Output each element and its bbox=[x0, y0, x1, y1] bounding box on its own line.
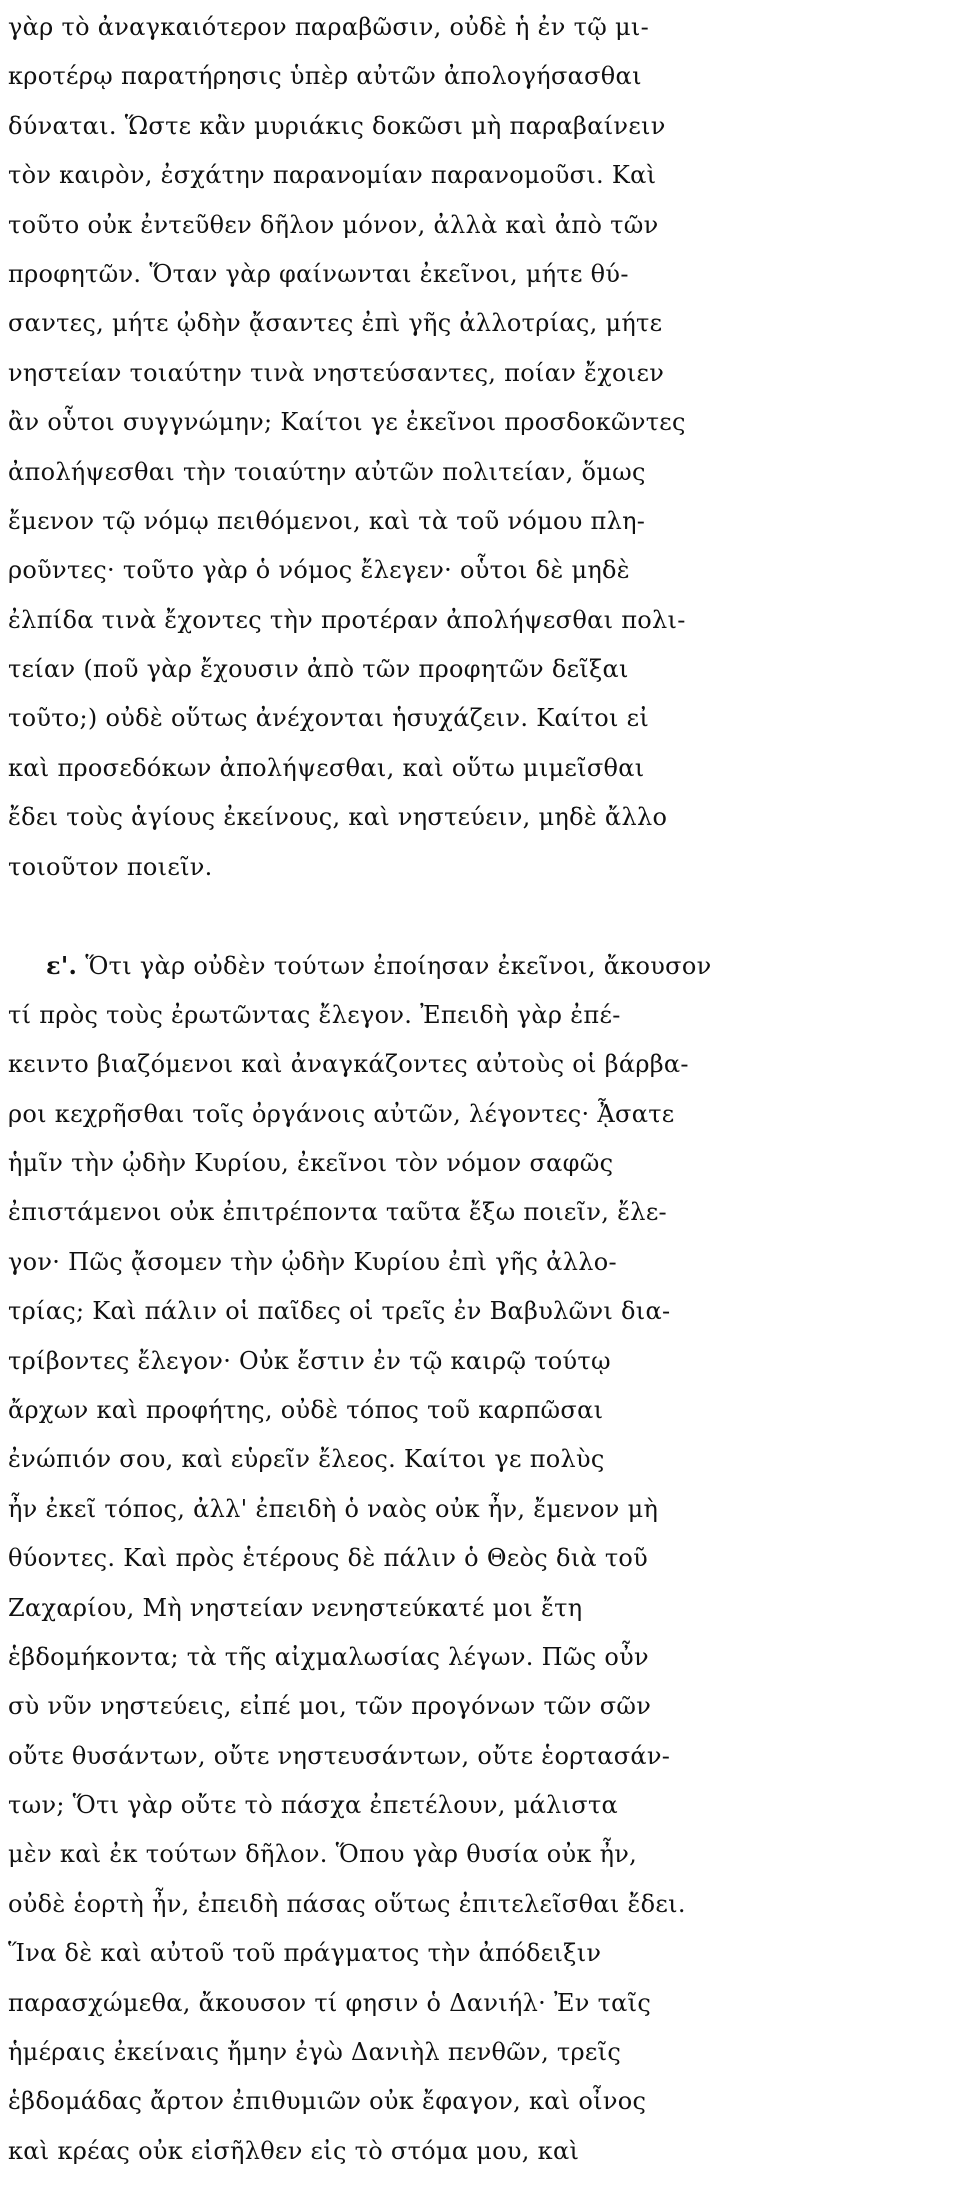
paragraph-1 bbox=[0, 3, 960, 892]
text-line: μὲν καὶ ἐκ τούτων δῆλον. Ὅπου γὰρ θυσία οὐκ ἦν, bbox=[8, 1840, 638, 1869]
text-line: καὶ κρέας οὐκ εἰσῆλθεν εἰς τὸ στόμα μου, καὶ bbox=[8, 2136, 580, 2165]
paragraph-gap bbox=[0, 892, 960, 941]
paragraph-2 bbox=[0, 941, 960, 2176]
text-line: τοῦτο οὐκ ἐντεῦθεν δῆλον μόνον, ἀλλὰ καὶ ἀπὸ τῶν bbox=[8, 210, 659, 239]
text-line: νηστείαν τοιαύτην τινὰ νηστεύσαντες, ποίαν ἔχοιεν bbox=[8, 358, 665, 387]
text-line: ἡμέραις ἐκείναις ἤμην ἐγὼ Δανιὴλ πενθῶν, τρεῖς bbox=[8, 2038, 622, 2067]
text-line: ἔμενον τῷ νόμῳ πειθόμενοι, καὶ τὰ τοῦ νόμου πλη- bbox=[8, 506, 646, 535]
text-line: Ζαχαρίου, Μὴ νηστείαν νενηστεύκατέ μοι ἔτη bbox=[8, 1593, 583, 1622]
text-line: τοιοῦτον ποιεῖν. bbox=[8, 852, 213, 881]
text-line: ἂν οὗτοι συγγνώμην; Καίτοι γε ἐκεῖνοι προσδοκῶντες bbox=[8, 408, 686, 437]
text-line: ἡμῖν τὴν ᾠδὴν Κυρίου, ἐκεῖνοι τὸν νόμον σαφῶς bbox=[8, 1148, 614, 1177]
text-line: τρίβοντες ἔλεγον· Οὐκ ἔστιν ἐν τῷ καιρῷ τούτῳ bbox=[8, 1346, 611, 1375]
text-line: ἄρχων καὶ προφήτης, οὐδὲ τόπος τοῦ καρπῶσαι bbox=[8, 1395, 604, 1424]
text-line: σαντες, μήτε ᾠδὴν ᾄσαντες ἐπὶ γῆς ἀλλοτρίας, μήτε bbox=[8, 309, 663, 338]
text-line: σὺ νῦν νηστεύεις, εἰπέ μοι, τῶν προγόνων τῶν σῶν bbox=[8, 1692, 652, 1721]
text-line: ἐλπίδα τινὰ ἔχοντες τὴν προτέραν ἀπολήψεσθαι πολι- bbox=[8, 605, 686, 634]
section-first-line-text: Ὅτι γὰρ οὐδὲν τούτων ἐποίησαν ἐκεῖνοι, ἄκουσον bbox=[85, 952, 712, 981]
text-line: Ἵνα δὲ καὶ αὐτοῦ τοῦ πράγματος τὴν ἀπόδειξιν bbox=[8, 1939, 602, 1968]
text-line: ἑβδομάδας ἄρτον ἐπιθυμιῶν οὐκ ἔφαγον, καὶ οἶνος bbox=[8, 2087, 647, 2116]
text-line: καὶ προσεδόκων ἀπολήψεσθαι, καὶ οὕτω μιμεῖσθαι bbox=[8, 753, 645, 782]
text-line: γὰρ τὸ ἀναγκαιότερον παραβῶσιν, οὐδὲ ἡ ἐν τῷ μι- bbox=[8, 13, 650, 41]
text-line: ἀπολήψεσθαι τὴν τοιαύτην αὐτῶν πολιτείαν, ὅμως bbox=[8, 457, 646, 486]
section-number: ε'. bbox=[46, 951, 78, 981]
text-line: ροῦντες· τοῦτο γὰρ ὁ νόμος ἔλεγεν· οὗτοι δὲ μηδὲ bbox=[8, 556, 630, 585]
text-line: κειντο βιαζόμενοι καὶ ἀναγκάζοντες αὐτοὺς οἱ βάρβα- bbox=[8, 1050, 689, 1079]
text-line: οὔτε θυσάντων, οὔτε νηστευσάντων, οὔτε ἑορτασάν- bbox=[8, 1741, 671, 1770]
text-line: δύναται. Ὥστε κἂν μυριάκις δοκῶσι μὴ παραβαίνειν bbox=[8, 111, 666, 140]
text-line: τρίας; Καὶ πάλιν οἱ παῖδες οἱ τρεῖς ἐν Βαβυλῶνι δια- bbox=[8, 1297, 671, 1326]
text-line: ἐνώπιόν σου, καὶ εὑρεῖν ἔλεος. Καίτοι γε πολὺς bbox=[8, 1445, 605, 1474]
text-line: τὸν καιρὸν, ἐσχάτην παρανομίαν παρανομοῦσι. Καὶ bbox=[8, 161, 657, 190]
text-line: ροι κεχρῆσθαι τοῖς ὀργάνοις αὐτῶν, λέγοντες· ᾎσατε bbox=[8, 1099, 675, 1128]
text-line: οὐδὲ ἑορτὴ ἦν, ἐπειδὴ πάσας οὕτως ἐπιτελεῖσθαι ἔδει. bbox=[8, 1889, 686, 1918]
text-line: των; Ὅτι γὰρ οὔτε τὸ πάσχα ἐπετέλουν, μάλιστα bbox=[8, 1791, 619, 1820]
text-line: παρασχώμεθα, ἄκουσον τί φησιν ὁ Δανιήλ· Ἐν ταῖς bbox=[8, 1988, 652, 2017]
text-line: τί πρὸς τοὺς ἐρωτῶντας ἔλεγον. Ἐπειδὴ γὰρ ἐπέ- bbox=[8, 1000, 621, 1029]
section-first-line bbox=[46, 941, 960, 990]
text-line: θύοντες. Καὶ πρὸς ἑτέρους δὲ πάλιν ὁ Θεὸς διὰ τοῦ bbox=[8, 1544, 649, 1573]
text-line: ἦν ἐκεῖ τόπος, ἀλλ' ἐπειδὴ ὁ ναὸς οὐκ ἦν, ἔμενον μὴ bbox=[8, 1494, 659, 1523]
text-line: τοῦτο;) οὐδὲ οὕτως ἀνέχονται ἡσυχάζειν. Καίτοι εἰ bbox=[8, 704, 650, 733]
text-line: ἔδει τοὺς ἁγίους ἐκείνους, καὶ νηστεύειν, μηδὲ ἄλλο bbox=[8, 803, 668, 832]
text-line: γον· Πῶς ᾄσομεν τὴν ᾠδὴν Κυρίου ἐπὶ γῆς ἀλλο- bbox=[8, 1247, 617, 1276]
text-line: τείαν (ποῦ γὰρ ἔχουσιν ἀπὸ τῶν προφητῶν δεῖξαι bbox=[8, 655, 629, 684]
text-line: ἐπιστάμενοι οὐκ ἐπιτρέποντα ταῦτα ἔξω ποιεῖν, ἔλε- bbox=[8, 1198, 667, 1227]
text-line: προφητῶν. Ὅταν γὰρ φαίνωνται ἐκεῖνοι, μήτε θύ- bbox=[8, 259, 629, 288]
text-line: ἑβδομήκοντα; τὰ τῆς αἰχμαλωσίας λέγων. Πῶς οὖν bbox=[8, 1642, 649, 1671]
text-line: κροτέρῳ παρατήρησις ὑπὲρ αὐτῶν ἀπολογήσασθαι bbox=[8, 62, 642, 91]
